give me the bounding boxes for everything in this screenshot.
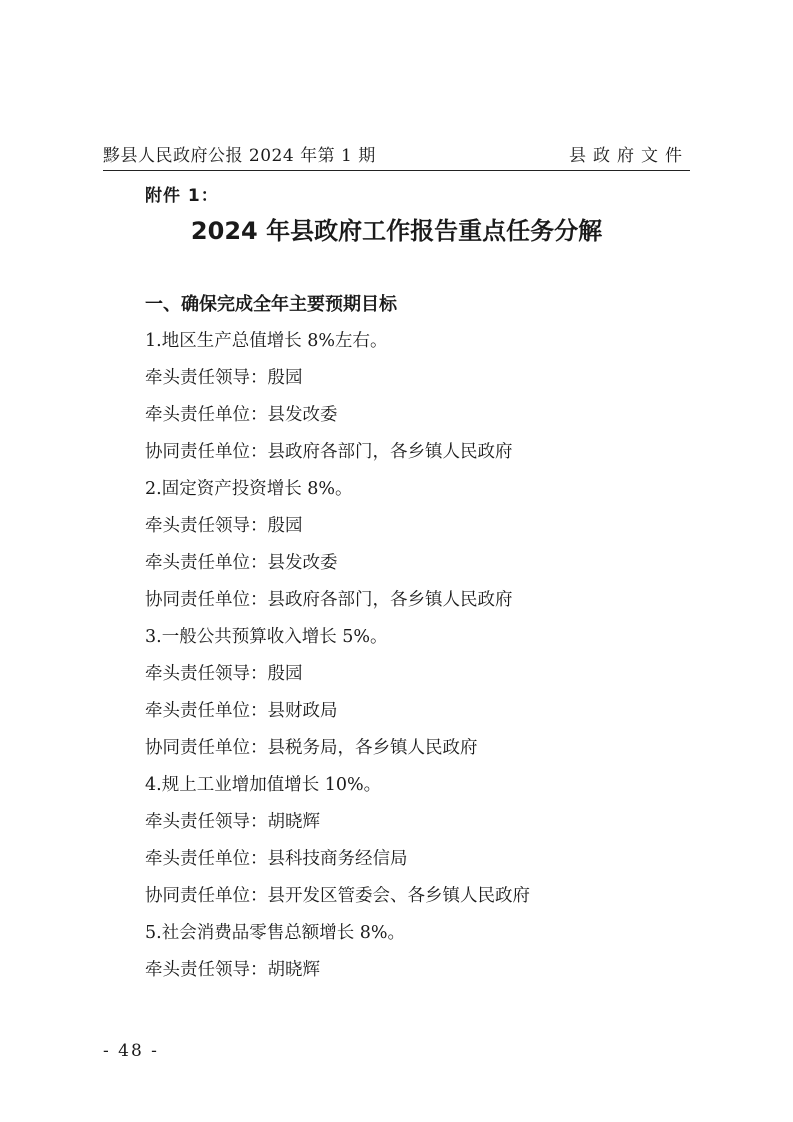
section-heading: 一、确保完成全年主要预期目标 <box>145 294 397 315</box>
lead-unit: 牵头责任单位：县发改委 <box>145 553 338 573</box>
lead-unit: 牵头责任单位：县发改委 <box>145 405 338 425</box>
task-item-title: 2.固定资产投资增长 8%。 <box>145 479 353 499</box>
page-number: - 48 - <box>103 1041 159 1061</box>
cooperating-unit: 协同责任单位：县政府各部门，各乡镇人民政府 <box>145 590 513 610</box>
task-item-title: 1.地区生产总值增长 8%左右。 <box>145 331 388 351</box>
attachment-label: 附件 1： <box>145 186 219 206</box>
document-title: 2024 年县政府工作报告重点任务分解 <box>190 217 603 245</box>
lead-unit: 牵头责任单位：县科技商务经信局 <box>145 849 408 869</box>
cooperating-unit: 协同责任单位：县开发区管委会、各乡镇人民政府 <box>145 886 530 906</box>
lead-leader: 牵头责任领导：胡晓辉 <box>145 812 320 832</box>
cooperating-unit: 协同责任单位：县政府各部门，各乡镇人民政府 <box>145 442 513 462</box>
task-item-title: 3.一般公共预算收入增长 5%。 <box>145 627 388 647</box>
lead-unit: 牵头责任单位：县财政局 <box>145 701 338 721</box>
task-item-title: 5.社会消费品零售总额增长 8%。 <box>145 923 406 943</box>
lead-leader: 牵头责任领导：殷园 <box>145 516 303 536</box>
publication-header: 黟县人民政府公报 2024 年第 1 期 <box>103 146 376 166</box>
cooperating-unit: 协同责任单位：县税务局，各乡镇人民政府 <box>145 738 478 758</box>
lead-leader: 牵头责任领导：殷园 <box>145 368 303 388</box>
lead-leader: 牵头责任领导：殷园 <box>145 664 303 684</box>
header-divider <box>103 170 690 171</box>
lead-leader: 牵头责任领导：胡晓辉 <box>145 960 320 980</box>
document-category: 县政府文件 <box>569 146 689 166</box>
task-item-title: 4.规上工业增加值增长 10%。 <box>145 775 382 795</box>
task-section <box>145 286 705 989</box>
